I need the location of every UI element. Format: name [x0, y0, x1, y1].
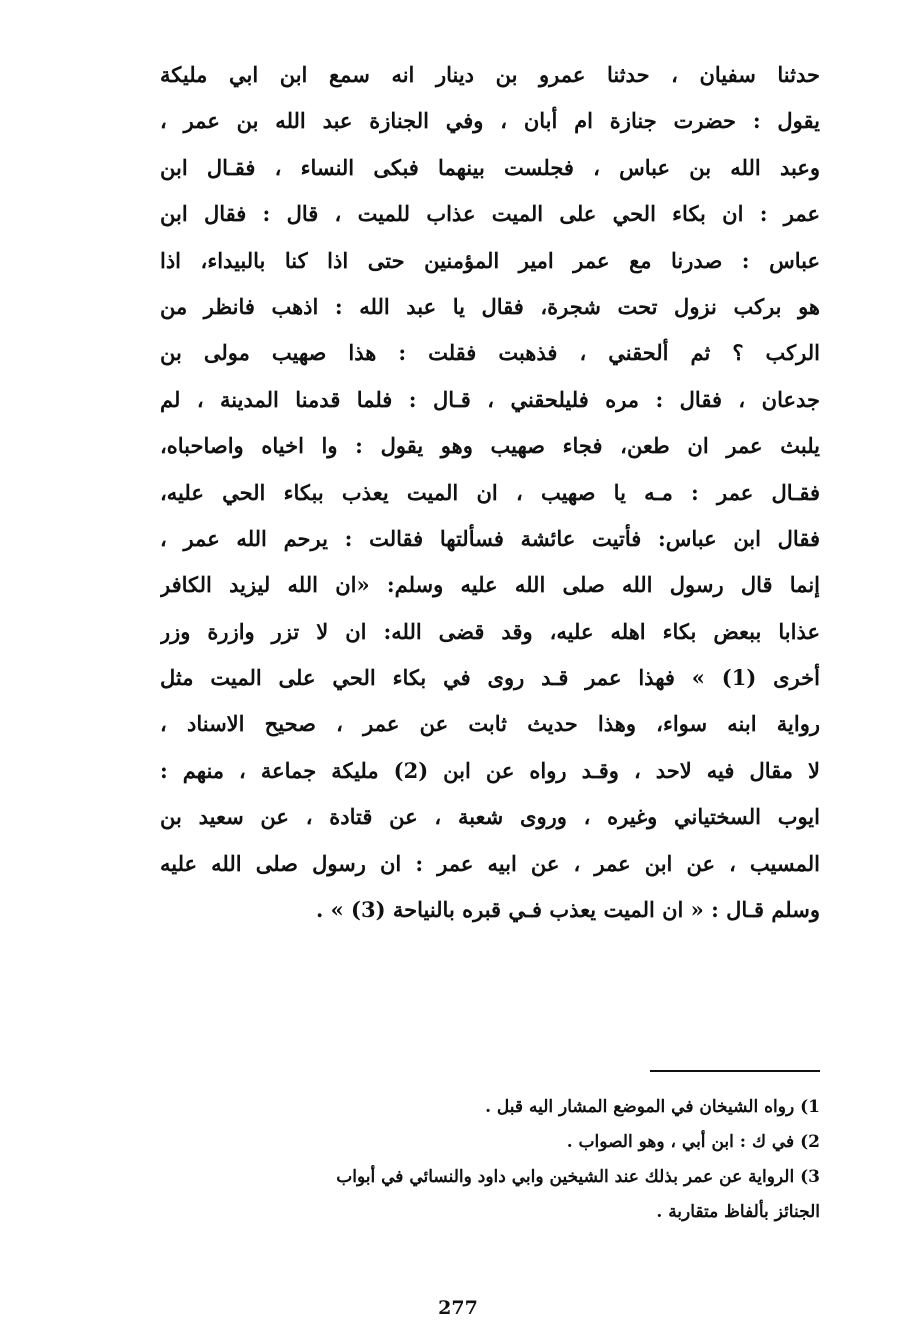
text-line: عمر : ان بكاء الحي على الميت عذاب للميت ، قال : فقال ابن — [160, 201, 820, 227]
text-line: يلبث عمر ان طعن، فجاء صهيب وهو يقول : وا اخياه واصاحباه، — [160, 433, 820, 459]
text-line: عباس : صدرنا مع عمر امير المؤمنين حتى اذا كنا بالبيداء، اذا — [160, 247, 820, 273]
text-line: وعبد الله بن عباس ، فجلست بينهما فبكى النساء ، فقـال ابن — [160, 154, 820, 180]
footnote-divider — [650, 1070, 820, 1072]
footnote-text: الجنائز بألفاظ متقاربة . — [656, 1202, 820, 1222]
footnote-2 — [160, 1125, 820, 1160]
footnote-text: الرواية عن عمر بذلك عند الشيخين وابي داود والنسائي في أبواب — [336, 1167, 795, 1187]
text-line: عذابا ببعض بكاء اهله عليه، وقد قضى الله: ان لا تزر وازرة وزر — [160, 618, 820, 644]
footnote-number: 1) — [800, 1097, 820, 1117]
footnote-text: في ك : ابن أبي ، وهو الصواب . — [566, 1132, 795, 1152]
text-line: حدثنا سفيان ، حدثنا عمرو بن دينار انه سمع ابن ابي مليكة — [160, 62, 820, 87]
text-line: فقال ابن عباس: فأتيت عائشة فسألتها فقالت : يرحم الله عمر ، — [160, 525, 820, 551]
main-text-body — [160, 52, 820, 933]
text-line: جدعان ، فقال : مره فليلحقني ، قـال : فلما قدمنا المدينة ، لم — [160, 386, 820, 412]
footnote-text: رواه الشيخان في الموضع المشار اليه قبل . — [485, 1097, 795, 1117]
page-number: 277 — [438, 1297, 478, 1319]
text-line: لا مقال فيه لاحد ، وقـد رواه عن ابن (2) مليكة جماعة ، منهم : — [160, 757, 820, 783]
text-line: ايوب السختياني وغيره ، وروى شعبة ، عن قتادة ، عن سعيد بن — [160, 804, 820, 830]
footnote-number: 3) — [800, 1167, 820, 1187]
footnotes — [160, 1090, 820, 1230]
text-line: المسيب ، عن ابن عمر ، عن ابيه عمر : ان رسول صلى الله عليه — [160, 850, 820, 876]
text-line: يقول : حضرت جنازة ام أبان ، وفي الجنازة عبد الله بن عمر ، — [160, 108, 820, 134]
text-line: أخرى (1) » فهذا عمر قـد روى في بكاء الحي على الميت مثل — [160, 665, 820, 691]
text-line: فقـال عمر : مـه يا صهيب ، ان الميت يعذب ببكاء الحي عليه، — [160, 479, 820, 505]
text-line: هو بركب نزول تحت شجرة، فقال يا عبد الله : اذهب فانظر من — [160, 293, 820, 319]
text-line: وسلم قـال : « ان الميت يعذب فـي قبره بالنياحة (3) » . — [315, 897, 820, 923]
footnote-number: 2) — [800, 1132, 820, 1152]
text-line: الركب ؟ ثم ألحقني ، فذهبت فقلت : هذا صهيب مولى بن — [160, 340, 820, 366]
footnote-1 — [160, 1090, 820, 1125]
text-line: رواية ابنه سواء، وهذا حديث ثابت عن عمر ، صحيح الاسناد ، — [160, 711, 820, 737]
footnote-3 — [160, 1160, 820, 1195]
footnote-3-continuation — [160, 1195, 820, 1230]
text-line: إنما قال رسول الله صلى الله عليه وسلم: «ان الله ليزيد الكافر — [160, 572, 820, 598]
